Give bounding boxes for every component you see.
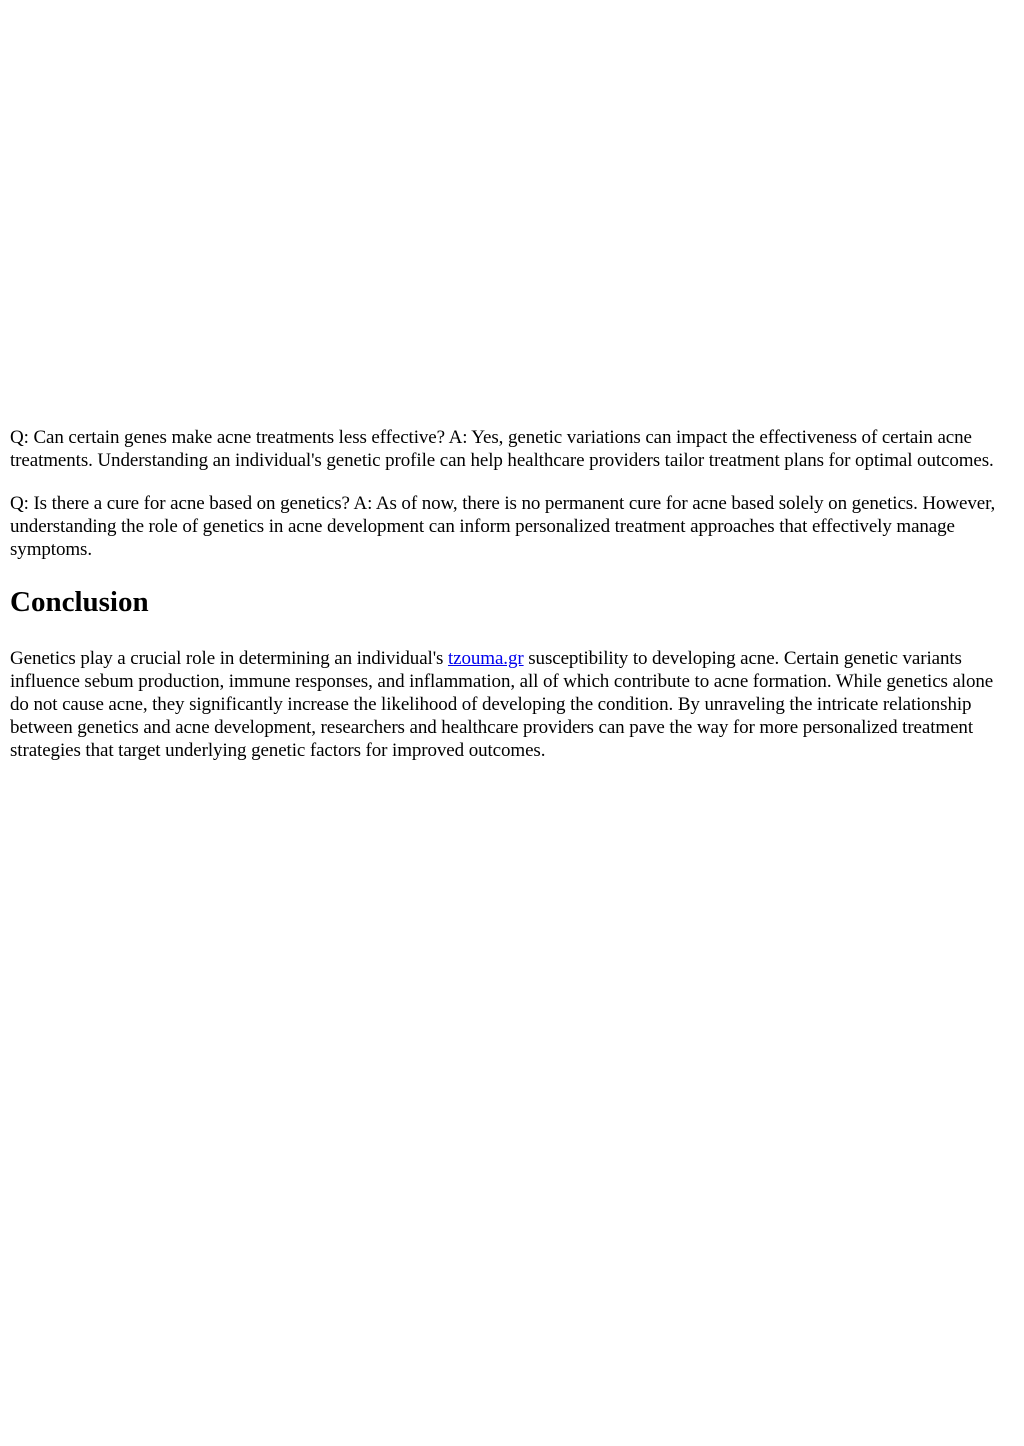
- article-body: [10, 426, 1016, 782]
- conclusion-text-after-link: susceptibility to developing acne. Certain genetic variants influence sebum production, immune responses, and inflammation, all of which contribute to acne formation. While genetics alone do not cause acne, they significantly increase the likelihood of developing the condition. By unraveling the intricate relationship between genetics and acne development, researchers and healthcare providers can pave the way for more personalized treatment strategies that target underlying genetic factors for improved outcomes.: [10, 648, 994, 761]
- conclusion-heading: Conclusion: [10, 586, 149, 618]
- tzouma-link[interactable]: tzouma.gr: [447, 648, 524, 669]
- faq-item-genes-treatment: Q: Can certain genes make acne treatments less effective? A: Yes, genetic variations can impact the effectiveness of certain acne treatments. Understanding an individual's genetic profile can help healthcare providers tailor treatment plans for optimal outcomes.: [10, 427, 994, 471]
- faq-item-cure: Q: Is there a cure for acne based on genetics? A: As of now, there is no permanent cure for acne based solely on genetics. However, understanding the role of genetics in acne development can inform personalized treatment approaches that effectively manage symptoms.: [10, 493, 996, 560]
- conclusion-paragraph: [10, 647, 1016, 762]
- conclusion-text-before-link: Genetics play a crucial role in determining an individual's: [10, 648, 448, 669]
